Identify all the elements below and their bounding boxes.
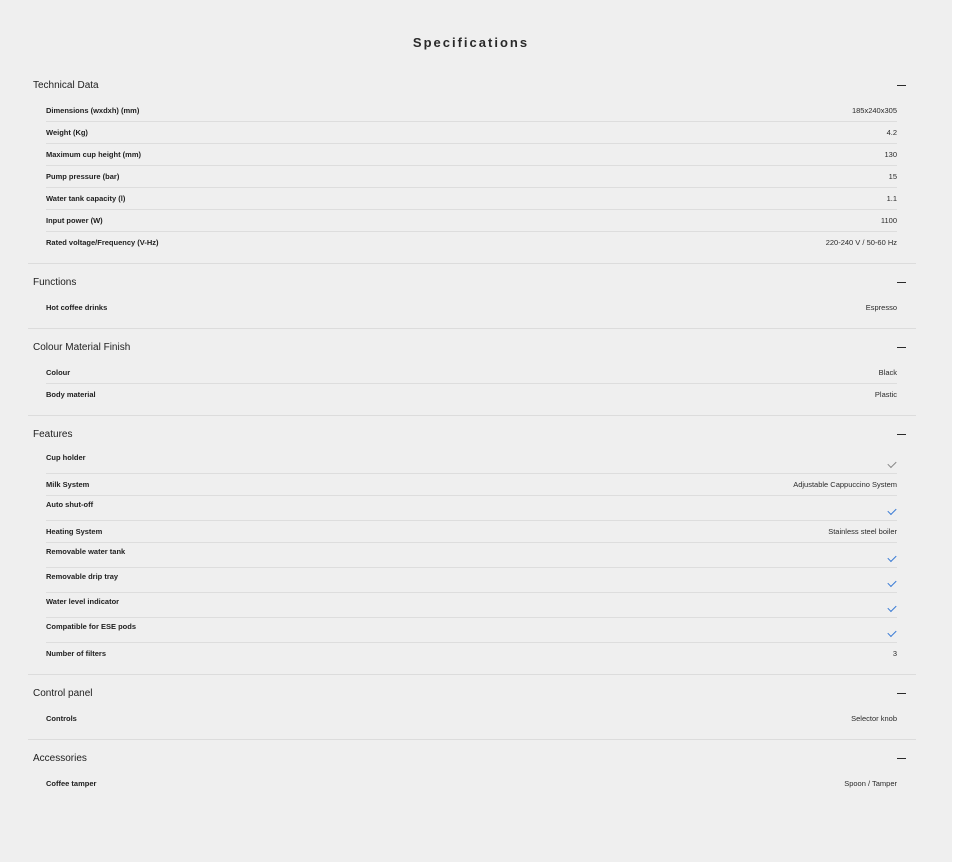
section-header-toggle[interactable] (28, 332, 916, 362)
spec-value: 1100 (880, 216, 897, 225)
check-icon (887, 628, 896, 637)
spec-row (46, 618, 897, 643)
spec-label: Pump pressure (bar) (46, 172, 120, 181)
spec-label: Weight (Kg) (46, 128, 88, 137)
spec-value: 185x240x305 (851, 106, 897, 115)
spec-rows (28, 449, 916, 664)
page-title: Specifications (412, 35, 530, 50)
spec-row (46, 188, 897, 210)
spec-row (46, 496, 897, 521)
specifications-list (28, 70, 916, 807)
spec-value: 15 (888, 172, 897, 181)
check-icon (887, 603, 896, 612)
section-header-toggle[interactable] (28, 419, 916, 449)
spec-row (46, 568, 897, 593)
spec-row (46, 122, 897, 144)
spec-rows (28, 773, 916, 794)
minus-icon[interactable] (897, 758, 906, 759)
spec-label: Maximum cup height (mm) (46, 150, 142, 159)
minus-icon[interactable] (897, 347, 906, 348)
spec-label: Auto shut-off (46, 500, 94, 509)
spec-value: Black (878, 368, 897, 377)
section-header-toggle[interactable] (28, 70, 916, 100)
spec-value-check (888, 605, 897, 617)
spec-value: Adjustable Cappuccino System (793, 480, 897, 489)
spec-label: Coffee tamper (46, 779, 97, 788)
spec-row (46, 100, 897, 122)
spec-rows (28, 708, 916, 729)
spec-value-check (888, 555, 897, 567)
spec-row (46, 144, 897, 166)
spec-row (46, 384, 897, 405)
check-icon (887, 459, 896, 468)
spec-label: Body material (46, 390, 96, 399)
spec-label: Controls (46, 714, 77, 723)
check-icon (887, 506, 896, 515)
section-title: Accessories (33, 752, 87, 764)
spec-section (28, 332, 916, 416)
spec-row (46, 543, 897, 568)
minus-icon[interactable] (897, 282, 906, 283)
spec-row (46, 232, 897, 253)
spec-label: Water level indicator (46, 597, 120, 606)
spec-section (28, 678, 916, 740)
spec-label: Input power (W) (46, 216, 103, 225)
spec-row (46, 521, 897, 543)
spec-value: 130 (884, 150, 897, 159)
spec-value-check (888, 580, 897, 592)
section-header-toggle[interactable] (28, 678, 916, 708)
spec-section (28, 267, 916, 329)
spec-value: 4.2 (886, 128, 897, 137)
spec-value-check (888, 508, 897, 520)
minus-icon[interactable] (897, 85, 906, 86)
minus-icon[interactable] (897, 434, 906, 435)
spec-row (46, 449, 897, 474)
spec-row (46, 593, 897, 618)
spec-section (28, 743, 916, 804)
spec-rows (28, 297, 916, 318)
section-title: Features (33, 428, 73, 440)
spec-label: Removable water tank (46, 547, 126, 556)
spec-label: Heating System (46, 527, 103, 536)
spec-row (46, 643, 897, 664)
spec-rows (28, 362, 916, 405)
spec-label: Removable drip tray (46, 572, 119, 581)
spec-label: Milk System (46, 480, 90, 489)
spec-value: Stainless steel boiler (828, 527, 897, 536)
minus-icon[interactable] (897, 693, 906, 694)
section-header-toggle[interactable] (28, 267, 916, 297)
spec-label: Rated voltage/Frequency (V-Hz) (46, 238, 159, 247)
spec-label: Compatible for ESE pods (46, 622, 137, 631)
spec-label: Water tank capacity (l) (46, 194, 126, 203)
spec-row (46, 474, 897, 496)
spec-value: Selector knob (851, 714, 897, 723)
spec-rows (28, 100, 916, 253)
spec-row (46, 773, 897, 794)
section-title: Functions (33, 276, 77, 288)
section-title: Technical Data (33, 79, 99, 91)
spec-label: Colour (46, 368, 71, 377)
spec-value: Plastic (874, 390, 897, 399)
spec-row (46, 297, 897, 318)
spec-value-check (888, 461, 897, 473)
spec-row (46, 166, 897, 188)
spec-value: 1.1 (886, 194, 897, 203)
section-header-toggle[interactable] (28, 743, 916, 773)
check-icon (887, 578, 896, 587)
spec-value: 220-240 V / 50-60 Hz (825, 238, 897, 247)
check-icon (887, 553, 896, 562)
spec-value-check (888, 630, 897, 642)
spec-row (46, 708, 897, 729)
spec-value: Spoon / Tamper (844, 779, 897, 788)
spec-label: Cup holder (46, 453, 86, 462)
spec-value: 3 (892, 649, 897, 658)
spec-row (46, 210, 897, 232)
spec-value: Espresso (865, 303, 897, 312)
spec-row (46, 362, 897, 384)
section-title: Control panel (33, 687, 93, 699)
spec-label: Hot coffee drinks (46, 303, 108, 312)
spec-label: Number of filters (46, 649, 107, 658)
spec-section (28, 70, 916, 264)
section-title: Colour Material Finish (33, 341, 131, 353)
spec-section (28, 419, 916, 675)
spec-label: Dimensions (wxdxh) (mm) (46, 106, 140, 115)
